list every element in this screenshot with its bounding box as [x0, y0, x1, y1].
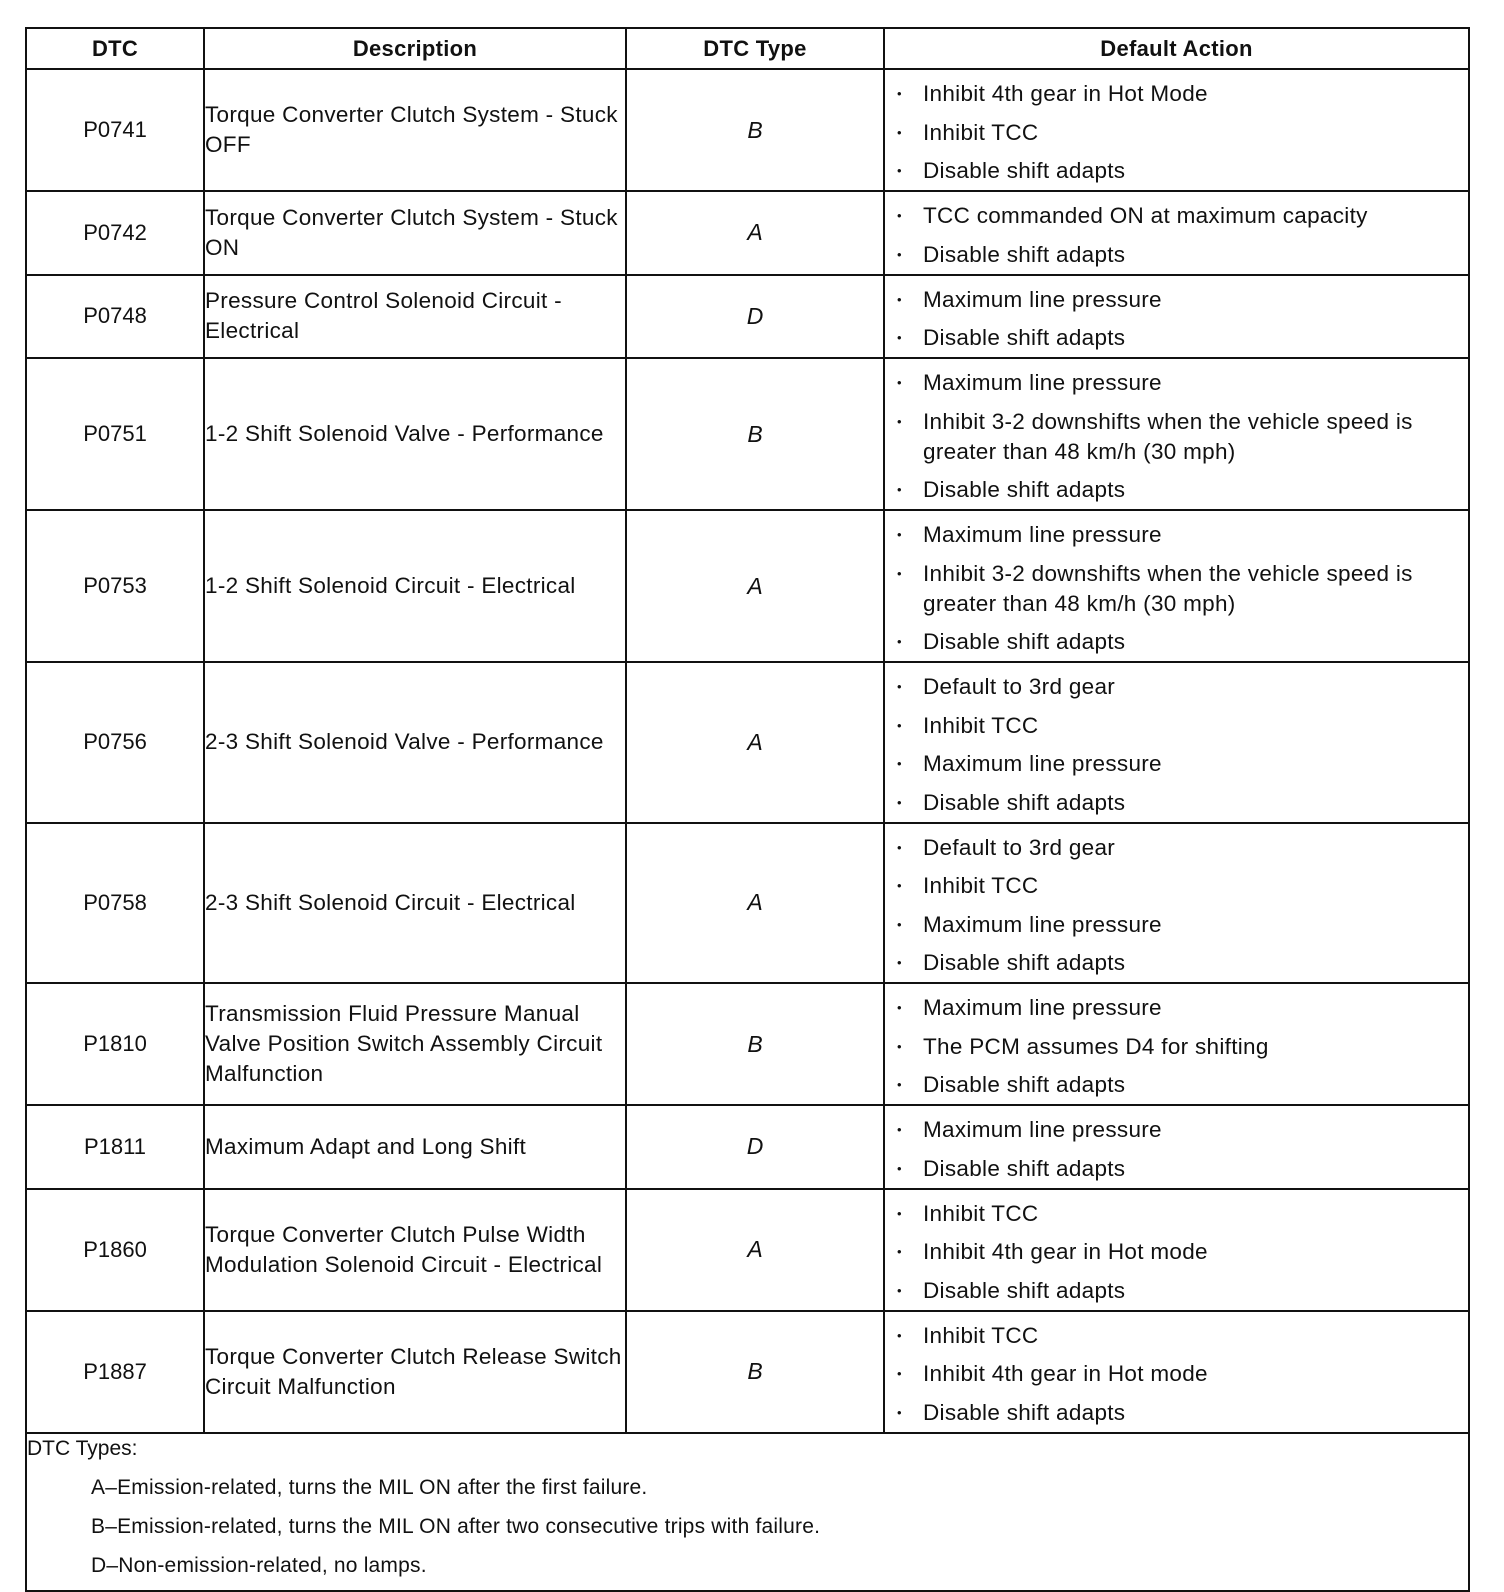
dtc-type: A	[626, 823, 884, 984]
dtc-code: P0748	[26, 275, 204, 359]
table-row	[26, 1105, 1469, 1189]
default-action-cell	[884, 823, 1469, 984]
default-action-item: • Inhibit 4th gear in Hot mode	[923, 1359, 1468, 1389]
table-row	[26, 1189, 1469, 1311]
dtc-table	[25, 27, 1470, 1592]
dtc-code: P0742	[26, 191, 204, 275]
default-action-item: • TCC commanded ON at maximum capacity	[923, 201, 1468, 231]
default-action-cell	[884, 1105, 1469, 1189]
table-row	[26, 1311, 1469, 1433]
default-action-item: • Inhibit TCC	[923, 1199, 1468, 1229]
default-action-item: • Disable shift adapts	[923, 1398, 1468, 1428]
default-action-item: • Maximum line pressure	[923, 285, 1468, 315]
header-default-action: Default Action	[884, 28, 1469, 69]
dtc-type: D	[626, 1105, 884, 1189]
default-action-cell	[884, 662, 1469, 823]
default-action-item: • Maximum line pressure	[923, 368, 1468, 398]
dtc-type: A	[626, 662, 884, 823]
dtc-code: P0758	[26, 823, 204, 984]
dtc-types-legend	[26, 1433, 1469, 1591]
default-action-list	[885, 276, 1468, 358]
dtc-code: P0756	[26, 662, 204, 823]
default-action-item: • Default to 3rd gear	[923, 672, 1468, 702]
default-action-item: • Maximum line pressure	[923, 749, 1468, 779]
header-dtc-type: DTC Type	[626, 28, 884, 69]
default-action-item: • Disable shift adapts	[923, 240, 1468, 270]
dtc-document	[25, 27, 1468, 1577]
default-action-list	[885, 984, 1468, 1104]
default-action-item: • Disable shift adapts	[923, 156, 1468, 186]
default-action-item: • Inhibit 4th gear in Hot mode	[923, 1237, 1468, 1267]
dtc-type: B	[626, 358, 884, 510]
default-action-item: • Default to 3rd gear	[923, 833, 1468, 863]
dtc-type: D	[626, 275, 884, 359]
default-action-item: • Disable shift adapts	[923, 1154, 1468, 1184]
default-action-list	[885, 663, 1468, 822]
dtc-description: 2-3 Shift Solenoid Circuit - Electrical	[204, 823, 626, 984]
default-action-item: • Maximum line pressure	[923, 520, 1468, 550]
dtc-type: B	[626, 1311, 884, 1433]
dtc-description: Maximum Adapt and Long Shift	[204, 1105, 626, 1189]
header-description: Description	[204, 28, 626, 69]
default-action-item: • Disable shift adapts	[923, 1276, 1468, 1306]
table-row	[26, 510, 1469, 662]
dtc-code: P0741	[26, 69, 204, 191]
dtc-type: A	[626, 510, 884, 662]
table-row	[26, 191, 1469, 275]
default-action-item: • Disable shift adapts	[923, 323, 1468, 353]
dtc-type: B	[626, 69, 884, 191]
default-action-cell	[884, 983, 1469, 1105]
dtc-type: B	[626, 983, 884, 1105]
notes-row	[26, 1433, 1469, 1591]
default-action-list	[885, 359, 1468, 509]
dtc-code: P0751	[26, 358, 204, 510]
default-action-item: • Disable shift adapts	[923, 788, 1468, 818]
default-action-item: • The PCM assumes D4 for shifting	[923, 1032, 1468, 1062]
note-type-a: A–Emission-related, turns the MIL ON after the first failure.	[91, 1475, 648, 1499]
table-body	[26, 69, 1469, 1433]
dtc-type: A	[626, 1189, 884, 1311]
default-action-list	[885, 511, 1468, 661]
default-action-item: • Disable shift adapts	[923, 475, 1468, 505]
default-action-cell	[884, 69, 1469, 191]
default-action-item: • Inhibit TCC	[923, 1321, 1468, 1351]
default-action-item: • Inhibit TCC	[923, 711, 1468, 741]
default-action-item: • Maximum line pressure	[923, 910, 1468, 940]
header-row	[26, 28, 1469, 69]
default-action-cell	[884, 1189, 1469, 1311]
table-row	[26, 823, 1469, 984]
dtc-code: P1810	[26, 983, 204, 1105]
notes-title: DTC Types:	[27, 1436, 138, 1460]
table-row	[26, 983, 1469, 1105]
dtc-description: Transmission Fluid Pressure Manual Valve Position Switch Assembly Circuit Malfunction	[204, 983, 626, 1105]
dtc-code: P1860	[26, 1189, 204, 1311]
default-action-item: • Inhibit TCC	[923, 871, 1468, 901]
default-action-item: • Inhibit 4th gear in Hot Mode	[923, 79, 1468, 109]
dtc-description: Torque Converter Clutch Pulse Width Modulation Solenoid Circuit - Electrical	[204, 1189, 626, 1311]
default-action-cell	[884, 1311, 1469, 1433]
note-type-b: B–Emission-related, turns the MIL ON after two consecutive trips with failure.	[91, 1514, 821, 1538]
default-action-item: • Disable shift adapts	[923, 1070, 1468, 1100]
dtc-code: P1811	[26, 1105, 204, 1189]
default-action-cell	[884, 510, 1469, 662]
default-action-item: • Disable shift adapts	[923, 627, 1468, 657]
dtc-code: P1887	[26, 1311, 204, 1433]
dtc-description: Torque Converter Clutch System - Stuck ON	[204, 191, 626, 275]
default-action-list	[885, 1190, 1468, 1310]
note-type-d: D–Non-emission-related, no lamps.	[91, 1553, 427, 1577]
default-action-list	[885, 70, 1468, 190]
default-action-cell	[884, 275, 1469, 359]
default-action-list	[885, 1312, 1468, 1432]
default-action-item: • Inhibit 3-2 downshifts when the vehicle speed is greater than 48 km/h (30 mph)	[923, 559, 1468, 619]
default-action-cell	[884, 191, 1469, 275]
header-dtc: DTC	[26, 28, 204, 69]
default-action-list	[885, 824, 1468, 983]
default-action-item: • Inhibit 3-2 downshifts when the vehicle speed is greater than 48 km/h (30 mph)	[923, 407, 1468, 467]
dtc-description: 1-2 Shift Solenoid Valve - Performance	[204, 358, 626, 510]
default-action-item: • Inhibit TCC	[923, 118, 1468, 148]
dtc-code: P0753	[26, 510, 204, 662]
table-row	[26, 275, 1469, 359]
dtc-description: 1-2 Shift Solenoid Circuit - Electrical	[204, 510, 626, 662]
table-row	[26, 69, 1469, 191]
default-action-item: • Maximum line pressure	[923, 993, 1468, 1023]
dtc-description: Torque Converter Clutch Release Switch Circuit Malfunction	[204, 1311, 626, 1433]
default-action-item: • Disable shift adapts	[923, 948, 1468, 978]
default-action-list	[885, 192, 1468, 274]
default-action-item: • Maximum line pressure	[923, 1115, 1468, 1145]
table-row	[26, 662, 1469, 823]
dtc-description: Torque Converter Clutch System - Stuck OFF	[204, 69, 626, 191]
default-action-list	[885, 1106, 1468, 1188]
dtc-type: A	[626, 191, 884, 275]
table-row	[26, 358, 1469, 510]
dtc-description: Pressure Control Solenoid Circuit - Electrical	[204, 275, 626, 359]
default-action-cell	[884, 358, 1469, 510]
dtc-description: 2-3 Shift Solenoid Valve - Performance	[204, 662, 626, 823]
